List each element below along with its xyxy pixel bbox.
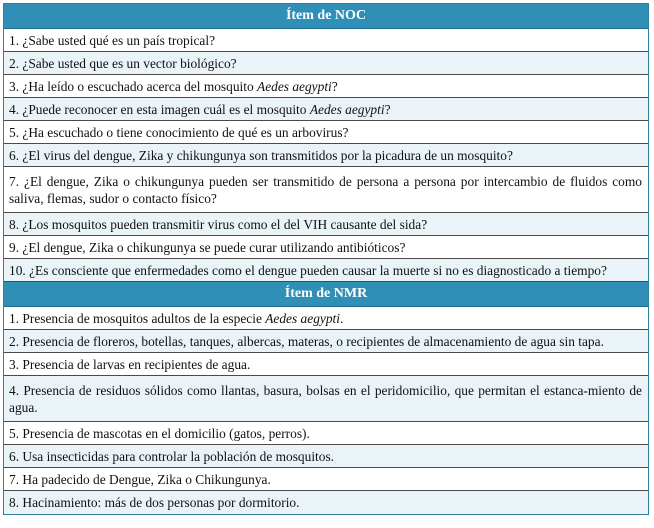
- nmr-item-4: 4. Presencia de residuos sólidos como llantas, basura, bolsas en el peridomicilio, que permitan el estanca-miento de agua.: [4, 376, 648, 422]
- noc-item-9: 9. ¿El dengue, Zika o chikungunya se puede curar utilizando antibióticos?: [4, 236, 648, 259]
- nmr-item-2: 2. Presencia de floreros, botellas, tanques, albercas, materas, o recipientes de almacenamiento de agua sin tapa.: [4, 330, 648, 353]
- noc-item-8: 8. ¿Los mosquitos pueden transmitir virus como el del VIH causante del sida?: [4, 213, 648, 236]
- items-table: [3, 3, 649, 515]
- nmr-item-6: 6. Usa insecticidas para controlar la población de mosquitos.: [4, 445, 648, 468]
- noc-section-header: Ítem de NOC: [4, 4, 648, 29]
- noc-item-1: 1. ¿Sabe usted qué es un país tropical?: [4, 29, 648, 52]
- noc-item-10: 10. ¿Es consciente que enfermedades como el dengue pueden causar la muerte si no es diagnosticado a tiempo?: [4, 259, 648, 282]
- nmr-section-header: Ítem de NMR: [4, 282, 648, 307]
- nmr-item-5: 5. Presencia de mascotas en el domicilio (gatos, perros).: [4, 422, 648, 445]
- noc-item-6: 6. ¿El virus del dengue, Zika y chikungunya son transmitidos por la picadura de un mosquito?: [4, 144, 648, 167]
- nmr-item-1: 1. Presencia de mosquitos adultos de la especie Aedes aegypti.: [4, 307, 648, 330]
- nmr-item-8: 8. Hacinamiento: más de dos personas por dormitorio.: [4, 491, 648, 514]
- noc-item-4: 4. ¿Puede reconocer en esta imagen cuál es el mosquito Aedes aegypti?: [4, 98, 648, 121]
- noc-item-3: 3. ¿Ha leído o escuchado acerca del mosquito Aedes aegypti?: [4, 75, 648, 98]
- noc-item-5: 5. ¿Ha escuchado o tiene conocimiento de qué es un arbovirus?: [4, 121, 648, 144]
- noc-item-2: 2. ¿Sabe usted que es un vector biológico?: [4, 52, 648, 75]
- nmr-item-7: 7. Ha padecido de Dengue, Zika o Chikungunya.: [4, 468, 648, 491]
- nmr-item-3: 3. Presencia de larvas en recipientes de agua.: [4, 353, 648, 376]
- noc-item-7: 7. ¿El dengue, Zika o chikungunya pueden ser transmitido de persona a persona por intercambio de fluidos como saliva, flemas, sudor o contacto físico?: [4, 167, 648, 213]
